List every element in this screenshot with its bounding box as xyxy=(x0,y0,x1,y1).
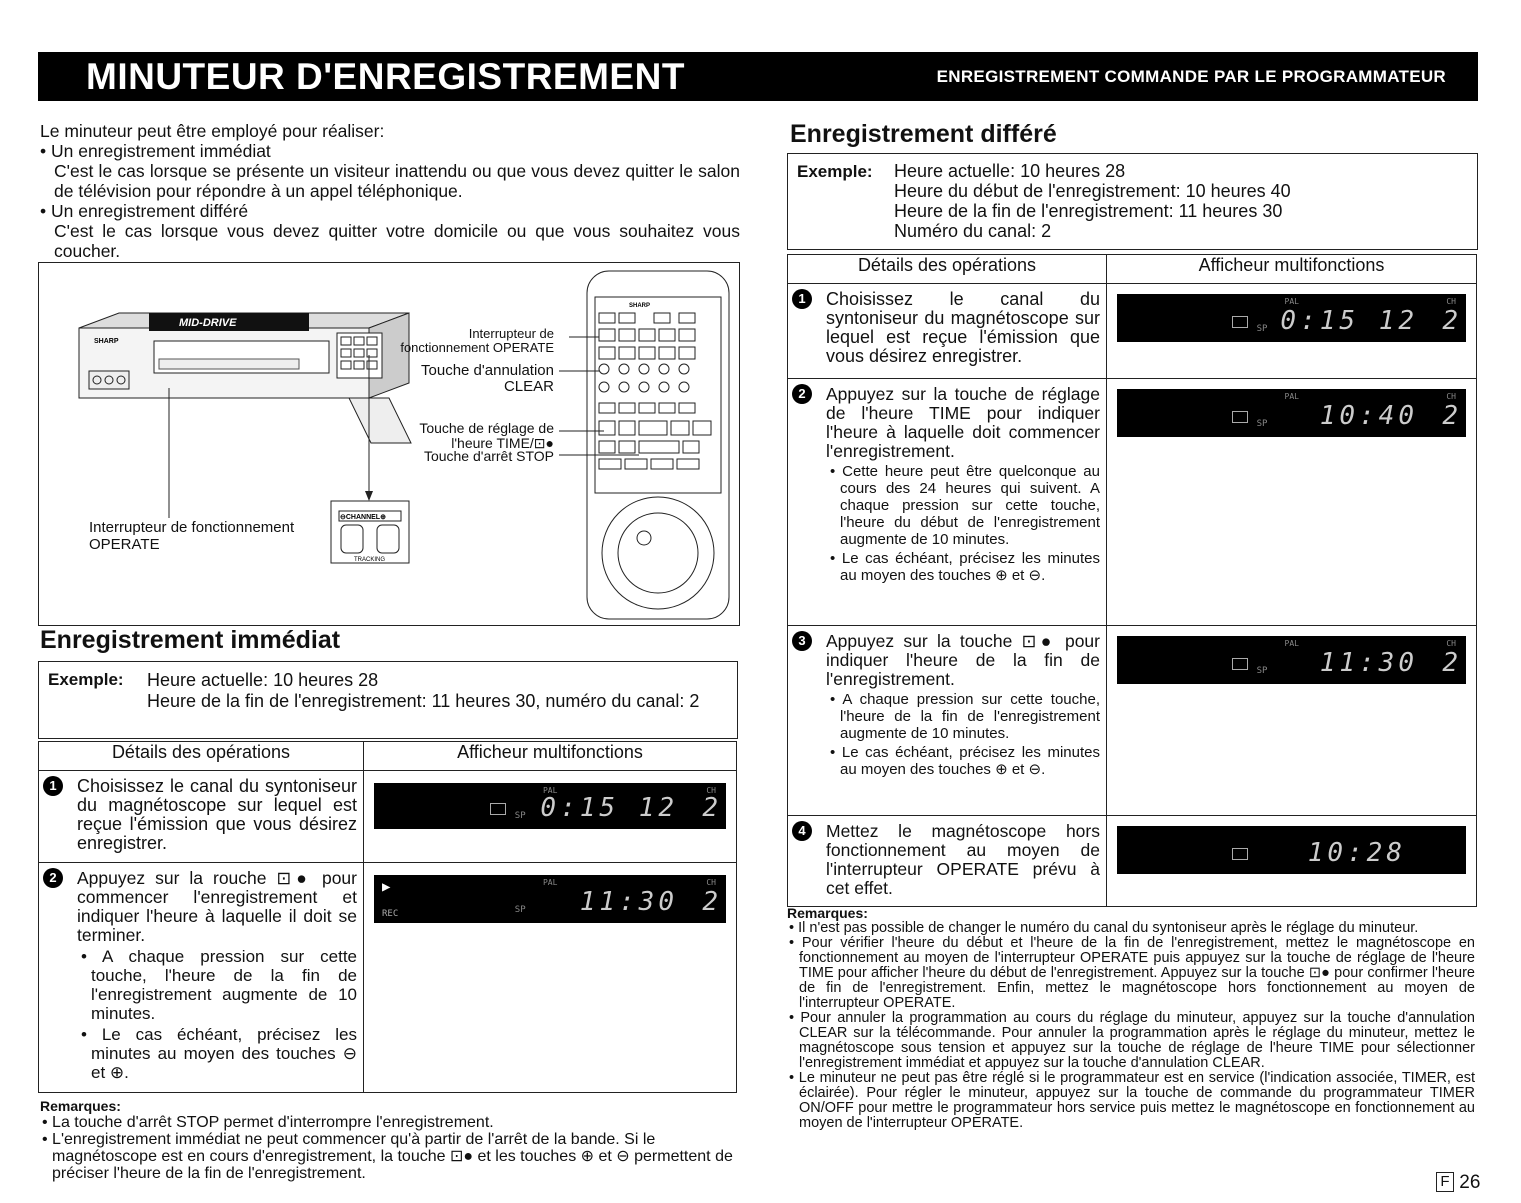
label-time: Touche de réglage de l'heure TIME/⊡● xyxy=(419,420,554,451)
remark-item: • Il n'est pas possible de changer le numéro du canal du syntoniseur après le réglage du minuteur. xyxy=(789,920,1419,936)
lcd-display: PAL CH SP 0:15 12 2 xyxy=(374,783,726,829)
remark-item: • Le minuteur ne peut pas être réglé si le programmateur est en service (l'indication associée, TIMER, est éclairée). Pour régler le minuteur, appuyez sur la touche de commande du programmateur TIMER ON/OFF pour mettre le programmateur hors service puis mettez le magnétoscope en fonctionnement au moyen de l'interrupteur OPERATE. xyxy=(789,1070,1475,1131)
step-bullet: • A chaque pression sur cette touche, l'heure de la fin de l'enregistrement augmente de 10 minutes. xyxy=(830,691,1100,742)
tape-icon xyxy=(1232,658,1248,670)
differe-step-2 xyxy=(788,379,1106,592)
differe-col-details: Détails des opérations xyxy=(788,255,1107,284)
differe-example-box xyxy=(787,153,1478,250)
step-text: Appuyez sur la touche de réglage de l'heure TIME pour indiquer l'heure à laquelle doit commencer l'enregistrement. xyxy=(826,384,1100,461)
lcd-channel: 2 xyxy=(1442,401,1458,431)
vcr-brand: SHARP xyxy=(94,338,119,345)
vcr-remote-illustration xyxy=(39,263,739,625)
lcd-display: PAL CH SP 0:15 12 2 xyxy=(1117,294,1466,342)
step-number-badge: 3 xyxy=(792,631,812,651)
remark-item: • L'enregistrement immédiat ne peut commencer qu'à partir de l'arrêt de la bande. Si le magnétoscope est en cours d'enregistrement, la touche ⊡● et les touches ⊕ et ⊖ permettent de préciser l'heure de la fin de l'enregistrement. xyxy=(42,1131,733,1182)
remarques-title: Remarques: xyxy=(40,1098,121,1114)
immediat-example-line2: Heure de la fin de l'enregistrement: 11 heures 30, numéro du canal: 2 xyxy=(147,691,700,711)
tracking-label: TRACKING xyxy=(354,557,386,563)
lcd-time: 0:15 12 xyxy=(1280,306,1418,336)
step-bullet: • Cette heure peut être quelconque au cours des 24 heures qui suivent. A chaque pression sur cette touche, l'heure du début de l'enregistrement augmente de 10 minutes. xyxy=(830,463,1100,548)
differe-title: Enregistrement différé xyxy=(790,120,1057,148)
differe-example-line: Heure actuelle: 10 heures 28 xyxy=(894,161,1126,181)
step-number-badge: 1 xyxy=(792,289,812,309)
differe-example-line: Numéro du canal: 2 xyxy=(894,221,1052,241)
differe-step-3 xyxy=(788,626,1106,786)
play-icon: ▶ xyxy=(382,879,391,895)
remark-item: • La touche d'arrêt STOP permet d'interrompre l'enregistrement. xyxy=(42,1114,494,1131)
remarques-left xyxy=(40,1098,740,1182)
immediat-example-label: Exemple: xyxy=(48,670,124,689)
intro-line: Le minuteur peut être employé pour réaliser: xyxy=(40,121,385,141)
differe-step-1 xyxy=(788,284,1106,374)
lcd-time: 0:15 12 xyxy=(540,793,678,823)
immediat-example-box xyxy=(38,661,738,739)
label-stop: Touche d'arrêt STOP xyxy=(423,448,554,464)
step-bullet: • A chaque pression sur cette touche, l'heure de la fin de l'enregistrement augmente de 10 minutes. xyxy=(81,947,357,1023)
immediat-table xyxy=(38,741,737,1093)
lcd-rec: REC xyxy=(382,909,399,919)
step-number-badge: 2 xyxy=(43,868,63,888)
intro-bullet-2-text: C'est le cas lorsque vous devez quitter votre domicile ou que vous souhaitez vous coucher. xyxy=(54,221,740,261)
language-badge: F xyxy=(1436,1172,1454,1192)
page-number: 26 xyxy=(1459,1172,1481,1193)
page-title: MINUTEUR D'ENREGISTREMENT xyxy=(86,56,685,97)
step-number-badge: 4 xyxy=(792,821,812,841)
differe-example-line: Heure de la fin de l'enregistrement: 11 heures 30 xyxy=(894,201,1283,221)
remarques-right xyxy=(787,905,1475,1131)
page-header xyxy=(38,52,1478,101)
immediat-col-details: Détails des opérations xyxy=(39,742,364,771)
step-text: Appuyez sur la rouche ⊡● pour commencer l'enregistrement et indiquer l'heure à laquelle il doit se terminer. xyxy=(77,868,357,945)
step-bullet: • Le cas échéant, précisez les minutes au moyen des touches ⊖ et ⊕. xyxy=(81,1025,357,1082)
immediat-title: Enregistrement immédiat xyxy=(40,626,341,654)
page-subtitle: ENREGISTREMENT COMMANDE PAR LE PROGRAMMATEUR xyxy=(936,67,1446,86)
differe-step-4 xyxy=(788,816,1106,906)
step-text: Mettez le magnétoscope hors fonctionnement au moyen de l'interrupteur OPERATE prévu à cet effet. xyxy=(826,821,1100,898)
step-bullet: • Le cas échéant, précisez les minutes au moyen des touches ⊕ et ⊖. xyxy=(830,744,1100,778)
tape-icon xyxy=(490,803,506,815)
remark-item: • Pour vérifier l'heure du début et l'heure de la fin de l'enregistrement, mettez le magnétoscope en fonctionnement au moyen de l'interrupteur OPERATE puis appuyez sur la touche de réglage de l'heure TIME pour afficher l'heure du début de l'enregistrement. Appuyez sur la touche ⊡● pour confirmer l'heure de fin de l'enregistrement. Enfin, mettez le magnétoscope hors fonctionnement au moyen de l'interrupteur OPERATE. xyxy=(789,935,1475,1011)
label-operate-right: Interrupteur de fonctionnement OPERATE xyxy=(400,326,554,355)
lcd-channel: 2 xyxy=(1442,648,1458,678)
step-number-badge: 2 xyxy=(792,384,812,404)
differe-example-text xyxy=(894,161,1464,241)
immediat-example-line1: Heure actuelle: 10 heures 28 xyxy=(147,670,379,690)
differe-table xyxy=(787,254,1477,907)
remote-brand: SHARP xyxy=(629,303,651,309)
immediat-step-2 xyxy=(39,863,363,1090)
page-footer xyxy=(1436,1172,1480,1194)
remark-item: • Pour annuler la programmation au cours du réglage du minuteur, appuyez sur la touche d'annulation CLEAR sur la télécommande. Pour annuler la programmation après le réglage du minuteur, mettez le magnétoscope sous tension et appuyez sur la touche de réglage de l'heure TIME pour sélectionner l'enregistrement immédiat et appuyez sur la touche d'annulation CLEAR. xyxy=(789,1010,1475,1071)
lcd-channel: 2 xyxy=(702,887,718,917)
step-bullet: • Le cas échéant, précisez les minutes au moyen des touches ⊕ et ⊖. xyxy=(830,550,1100,584)
immediat-step-1 xyxy=(39,771,363,861)
intro-bullet-1-text: C'est le cas lorsque se présente un visiteur inattendu ou que vous devez quitter le salon de télévision pour répondre à un appel téléphonique. xyxy=(54,161,740,201)
differe-example-line: Heure du début de l'enregistrement: 10 heures 40 xyxy=(894,181,1291,201)
lcd-time: 10:40 xyxy=(1319,401,1418,431)
lcd-display xyxy=(1117,826,1466,874)
tape-icon xyxy=(1232,848,1248,860)
remarques-title: Remarques: xyxy=(787,905,868,921)
vcr-drive-label: MID-DRIVE xyxy=(179,317,237,329)
lcd-display: ▶ REC PAL CH SP 11:30 2 xyxy=(374,875,726,923)
step-number-badge: 1 xyxy=(43,776,63,796)
channel-label: ⊖CHANNEL⊕ xyxy=(340,514,386,521)
intro xyxy=(40,121,740,261)
lcd-channel: 2 xyxy=(1442,306,1458,336)
differe-example-label: Exemple: xyxy=(797,162,873,181)
intro-bullet-2: • Un enregistrement différé xyxy=(40,201,249,221)
lcd-channel: 2 xyxy=(702,793,718,823)
label-operate-left: Interrupteur de fonctionnement OPERATE xyxy=(89,519,295,553)
intro-bullet-1: • Un enregistrement immédiat xyxy=(40,141,271,161)
figure-box xyxy=(38,262,740,626)
differe-col-display: Afficheur multifonctions xyxy=(1107,255,1477,284)
lcd-time: 11:30 xyxy=(1319,648,1418,678)
lcd-display: PAL CH SP 11:30 2 xyxy=(1117,636,1466,684)
lcd-time: 11:30 xyxy=(579,887,678,917)
immediat-example-text xyxy=(147,670,717,712)
tape-icon xyxy=(1232,411,1248,423)
lcd-time: 10:28 xyxy=(1307,838,1406,868)
lcd-display: PAL CH SP 10:40 2 xyxy=(1117,389,1466,437)
step-text: Appuyez sur la touche ⊡● pour indiquer l'heure de la fin de l'enregistrement. xyxy=(826,631,1100,689)
step-text: Choisissez le canal du syntoniseur du magnétoscope sur lequel est reçue l'émission que vous désirez enregistrer. xyxy=(826,289,1100,366)
label-clear: Touche d'annulation CLEAR xyxy=(421,362,554,395)
immediat-col-display: Afficheur multifonctions xyxy=(364,742,737,771)
step-text: Choisissez le canal du syntoniseur du magnétoscope sur lequel est reçue l'émission que vous désirez enregistrer. xyxy=(77,776,357,853)
tape-icon xyxy=(1232,316,1248,328)
